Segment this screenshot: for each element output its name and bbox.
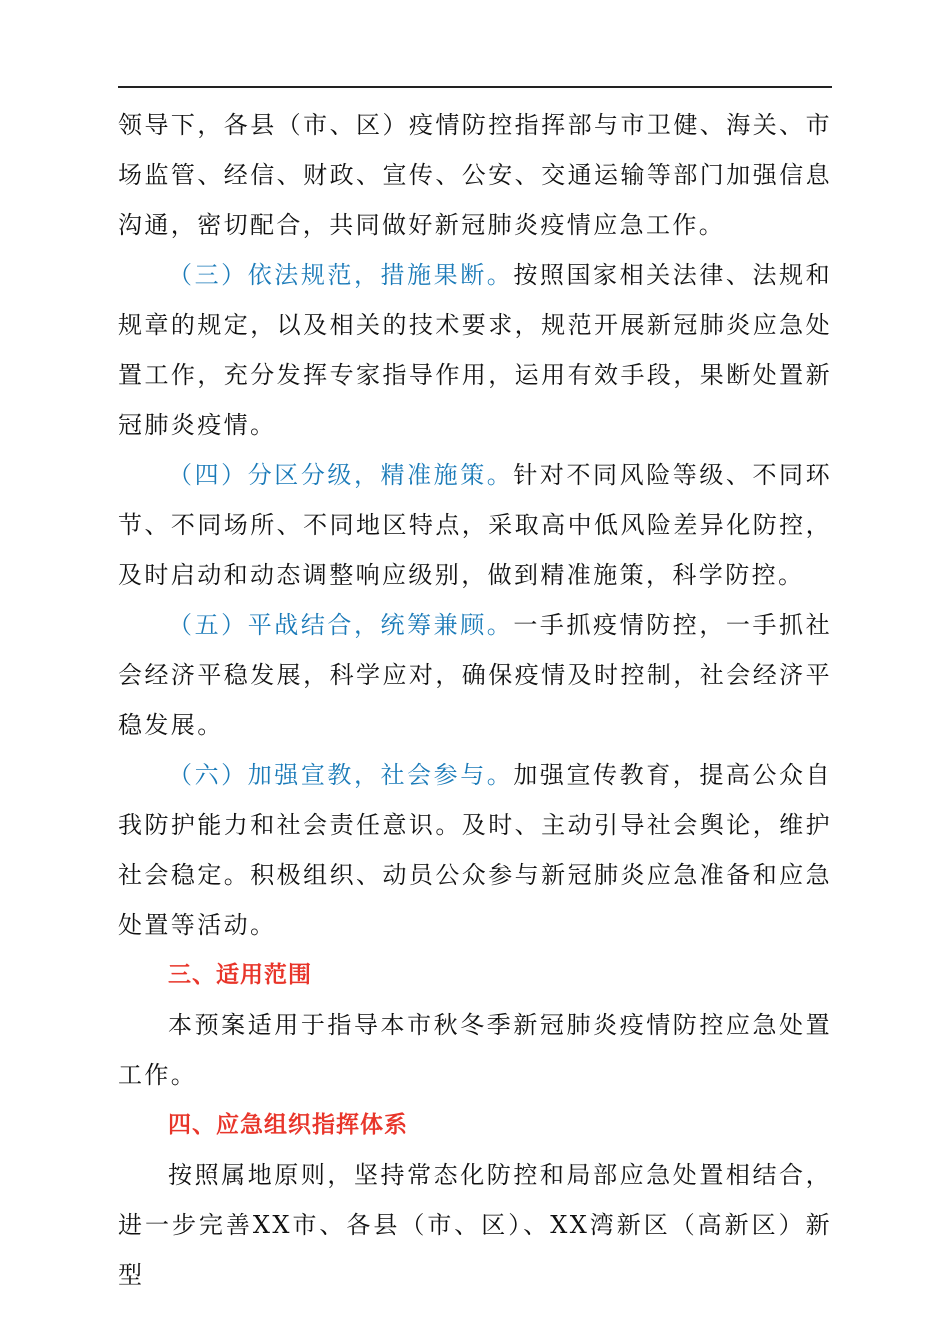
- subheading-principle-3: （三）依法规范，措施果断。: [168, 261, 514, 289]
- subheading-principle-5: （五）平战结合，统筹兼顾。: [168, 611, 514, 639]
- paragraph-text: 一手抓疫情防控，一手抓社会经济平稳发展，科学应对，确保疫情及时控制，社会经济平稳发展。: [118, 611, 832, 739]
- paragraph-text: 按照国家相关法律、法规和规章的规定，以及相关的技术要求，规范开展新冠肺炎应急处置工作，充分发挥专家指导作用，运用有效手段，果断处置新冠肺炎疫情。: [118, 261, 832, 439]
- document-body: [118, 100, 832, 1300]
- paragraph-scope: 本预案适用于指导本市秋冬季新冠肺炎疫情防控应急处置工作。: [118, 1011, 832, 1089]
- paragraph-command-system: 按照属地原则，坚持常态化防控和局部应急处置相结合，进一步完善XX市、各县（市、区）、XX湾新区（高新区）新型: [118, 1161, 832, 1289]
- paragraph-text: 加强宣传教育，提高公众自我防护能力和社会责任意识。及时、主动引导社会舆论，维护社会稳定。积极组织、动员公众参与新冠肺炎应急准备和应急处置等活动。: [118, 761, 832, 939]
- paragraph-principle-5: [118, 600, 832, 750]
- paragraph-principle-4: [118, 450, 832, 600]
- section-heading-command-system: 四、应急组织指挥体系: [168, 1112, 408, 1138]
- paragraph-text: 领导下，各县（市、区）疫情防控指挥部与市卫健、海关、市场监管、经信、财政、宣传、公安、交通运输等部门加强信息沟通，密切配合，共同做好新冠肺炎疫情应急工作。: [118, 111, 832, 239]
- section-heading-scope: 三、适用范围: [168, 962, 312, 988]
- paragraph-principle-3: [118, 250, 832, 450]
- subheading-principle-4: （四）分区分级，精准施策。: [168, 461, 514, 489]
- paragraph-continuation: [118, 100, 832, 250]
- header-rule: [118, 86, 832, 88]
- paragraph-principle-6: [118, 750, 832, 950]
- paragraph-text: 针对不同风险等级、不同环节、不同场所、不同地区特点，采取高中低风险差异化防控，及时启动和动态调整响应级别，做到精准施策，科学防控。: [118, 461, 832, 589]
- subheading-principle-6: （六）加强宣教，社会参与。: [168, 761, 514, 789]
